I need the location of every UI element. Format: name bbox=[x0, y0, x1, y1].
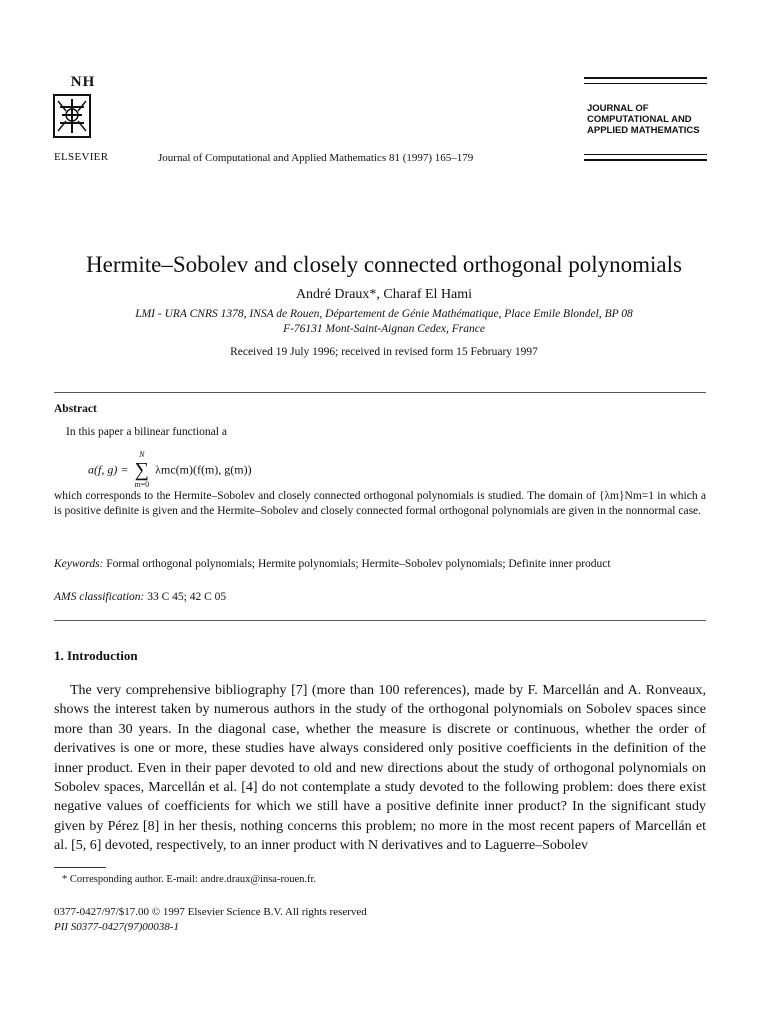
formula-lhs: a(f, g) = bbox=[88, 462, 129, 477]
journal-name-line: APPLIED MATHEMATICS bbox=[587, 125, 700, 136]
journal-rule-top-thin bbox=[584, 83, 707, 84]
paragraph: The very comprehensive bibliography [7] (more than 100 references), made by F. Marcellán and A. Ronveaux, shows the interest taken by numerous authors in the study of the orthogonal polynomials on Sobolev spaces since more than 30 years. In the diagonal case, whether the measure is discrete or continuous, whether the order of derivatives is one or more, these studies have always considered only positive coefficients in the definition of the inner product. Even in their paper devoted to old and new directions about the study of orthogonal polynomials on Sobolev spaces, Marcellán et al. [4] do not contemplate a study devoted to the following problem: does there exist negative values of coefficients for which we still have a positive definite inner product? In the significant study given by Pérez [8] in her thesis, nothing concerns this problem; no more in the most recent papers of Marcellán et al. [5, 6] devoted, respectively, to an inner product with N derivatives and to Laguerre–Sobolev bbox=[54, 683, 706, 854]
ams-classification bbox=[54, 591, 226, 603]
divider bbox=[54, 392, 706, 393]
divider bbox=[54, 620, 706, 621]
received-dates: Received 19 July 1996; received in revised form 15 February 1997 bbox=[230, 346, 538, 358]
sum-sign: ∑ bbox=[134, 459, 149, 481]
abstract-text: which corresponds to the Hermite–Sobolev and closely connected orthogonal polynomials is studied. The domain of {λm}Nm=1 in which a is positive definite is given and the Hermite–Sobolev and closely connected formal orthogonal polynomials are given in the nonnormal case. bbox=[54, 490, 706, 517]
affiliation-line: F-76131 Mont-Saint-Aignan Cedex, France bbox=[283, 323, 485, 335]
keywords bbox=[54, 558, 706, 570]
footnote-rule bbox=[54, 867, 106, 868]
elsevier-tree-icon bbox=[52, 93, 92, 139]
copyright-line: 0377-0427/97/$17.00 © 1997 Elsevier Science B.V. All rights reserved bbox=[54, 906, 367, 918]
affiliation-line: LMI - URA CNRS 1378, INSA de Rouen, Département de Génie Mathématique, Place Emile Blondel, BP 08 bbox=[135, 308, 633, 320]
keywords-label: Keywords: bbox=[54, 558, 104, 570]
journal-name bbox=[587, 103, 717, 136]
section-heading: 1. Introduction bbox=[54, 648, 138, 663]
formula-sum bbox=[134, 450, 149, 490]
sum-lower: m=0 bbox=[134, 480, 150, 489]
ams-value: 33 C 45; 42 C 05 bbox=[147, 591, 227, 603]
ams-label: AMS classification: bbox=[54, 591, 145, 603]
footnote: * Corresponding author. E-mail: andre.draux@insa-rouen.fr. bbox=[62, 874, 317, 885]
author-affiliation bbox=[40, 307, 728, 337]
journal-rule-top bbox=[584, 77, 707, 79]
copyright-block bbox=[54, 905, 367, 935]
journal-rule-bottom bbox=[584, 159, 707, 161]
journal-citation: Journal of Computational and Applied Mathematics 81 (1997) 165–179 bbox=[158, 152, 474, 164]
logo-text: NH bbox=[70, 74, 96, 90]
publisher-name: ELSEVIER bbox=[54, 151, 109, 163]
abstract-intro: In this paper a bilinear functional a bbox=[66, 426, 227, 438]
journal-name-line: COMPUTATIONAL AND bbox=[587, 114, 692, 125]
abstract-heading: Abstract bbox=[54, 403, 97, 415]
article-authors: André Draux*, Charaf El Hami bbox=[295, 287, 473, 302]
formula-rhs: λmc(m)(f(m), g(m)) bbox=[155, 462, 252, 477]
sum-upper: N bbox=[139, 450, 145, 459]
pii-line: PII S0377-0427(97)00038-1 bbox=[54, 921, 179, 933]
publisher-logo bbox=[52, 74, 114, 144]
section-body bbox=[54, 681, 706, 856]
article-title: Hermite–Sobolev and closely connected orthogonal polynomials bbox=[86, 252, 682, 277]
formula bbox=[88, 450, 252, 490]
journal-rule-bottom-thin bbox=[584, 154, 707, 155]
keywords-value: Formal orthogonal polynomials; Hermite polynomials; Hermite–Sobolev polynomials; Definite inner product bbox=[106, 558, 611, 570]
journal-name-line: JOURNAL OF bbox=[587, 103, 649, 114]
